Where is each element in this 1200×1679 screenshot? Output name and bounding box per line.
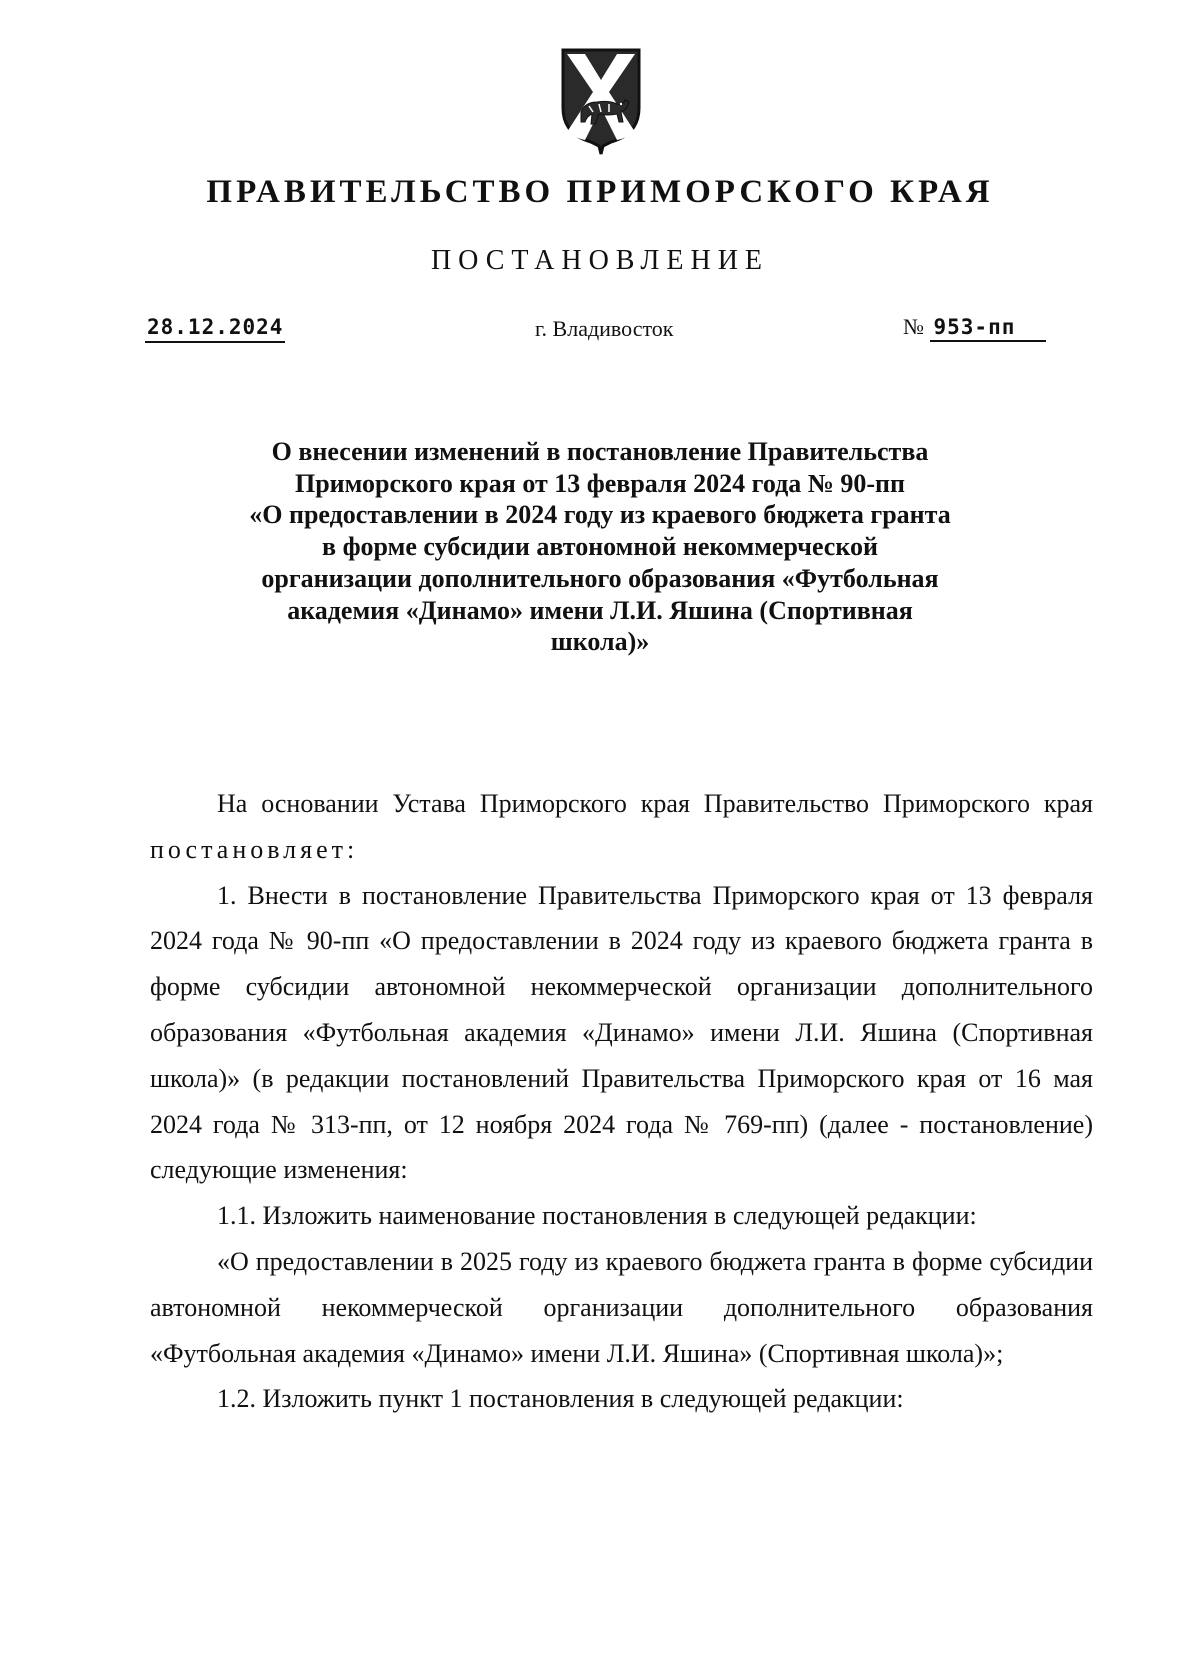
paragraph-preamble bbox=[150, 781, 1093, 873]
heading-line: «О предоставлении в 2024 году из краевого бюджета гранта bbox=[249, 500, 951, 530]
heading-line: школа)» bbox=[550, 627, 650, 657]
paragraph-item-1-2: 1.2. Изложить пункт 1 постановления в следующей редакции: bbox=[217, 1384, 904, 1414]
heading-line: в форме субсидии автономной некоммерческой bbox=[322, 532, 878, 562]
government-title: ПРАВИТЕЛЬСТВО ПРИМОРСКОГО КРАЯ bbox=[206, 174, 994, 210]
heading-line: О внесении изменений в постановление Правительства bbox=[271, 437, 929, 466]
document-type: ПОСТАНОВЛЕНИЕ bbox=[430, 245, 770, 276]
paragraph-item-1-1: 1.1. Изложить наименование постановления в следующей редакции: bbox=[217, 1201, 977, 1231]
preamble-decree-word: постановляет: bbox=[150, 834, 359, 864]
document-body bbox=[150, 781, 1093, 1422]
paragraph-quoted-title: «О предоставлении в 2025 году из краевого бюджета гранта в форме субсидии автономной некоммерческой организации дополнительного образования «Футбольная академия «Динамо» имени Л.И. Яшина» (Спортивная школа)»; bbox=[150, 1246, 1093, 1368]
heading-line: Приморского края от 13 февраля 2024 года № 90-пп bbox=[295, 468, 905, 498]
paragraph-item-1: 1. Внести в постановление Правительства Приморского края от 13 февраля 2024 года № 90-пп «О предоставлении в 2024 году из краевого бюджета гранта в форме субсидии автономной некоммерческой организации дополнительного образования «Футбольная академия «Динамо» имени Л.И. Яшина (Спортивная школа)» (в редакции постановлений Правительства Приморского края от 16 мая 2024 года № 313-пп, от 12 ноября 2024 года № 769-пп) (далее - постановление) следующие изменения: bbox=[150, 880, 1093, 1185]
number-value: 953-пп bbox=[930, 314, 1046, 342]
document-heading bbox=[220, 436, 980, 658]
document-date: 28.12.2024 bbox=[145, 314, 285, 343]
document-number bbox=[903, 314, 1046, 342]
document-city: г. Владивосток bbox=[535, 316, 674, 341]
heading-line: организации дополнительного образования «Футбольная bbox=[261, 563, 939, 593]
heading-line: академия «Динамо» имени Л.И. Яшина (Спортивная bbox=[287, 595, 913, 625]
preamble-text: На основании Устава Приморского края Правительство Приморского края bbox=[217, 789, 1093, 818]
number-prefix: № bbox=[903, 314, 924, 339]
coat-of-arms-icon bbox=[559, 46, 643, 156]
